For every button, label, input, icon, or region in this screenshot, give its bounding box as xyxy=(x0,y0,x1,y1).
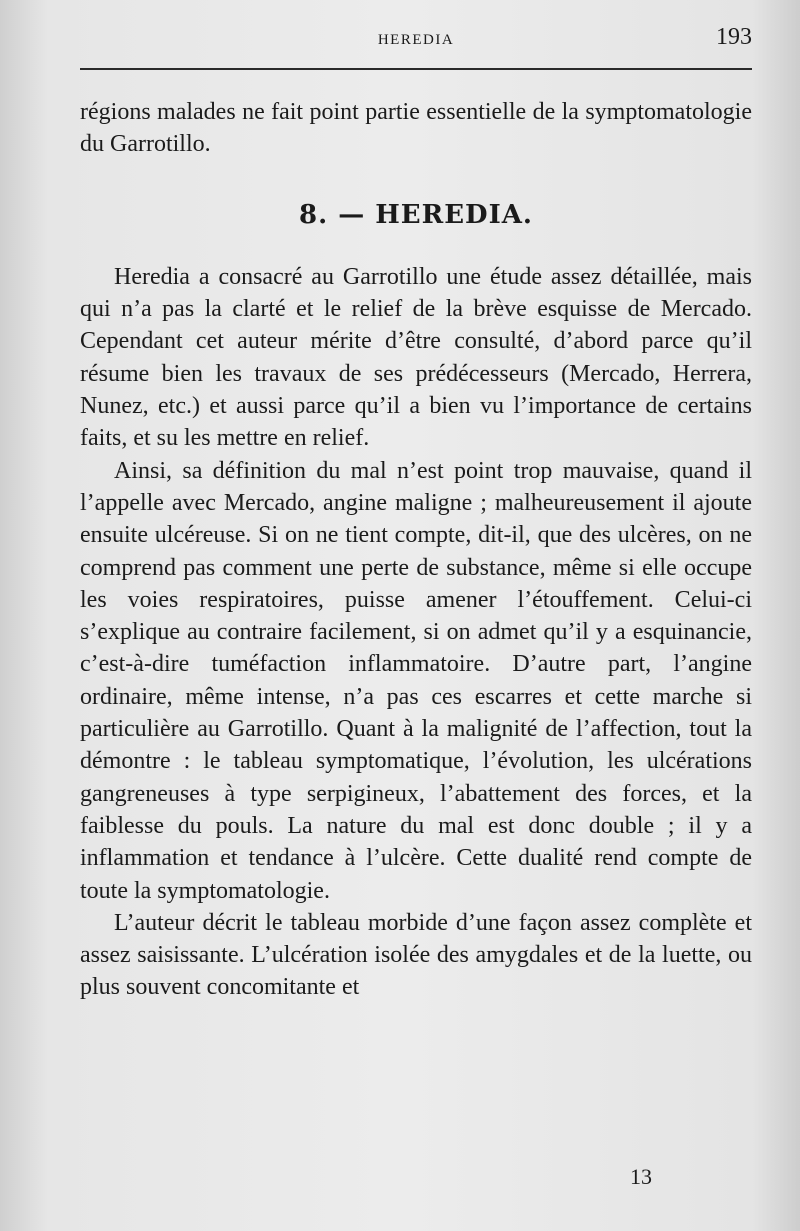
paragraph: Ainsi, sa définition du mal n’est point trop mauvaise, quand il l’appelle avec Mercado, angine maligne ; malheureusement il ajoute ensuite ulcéreuse. Si on ne tient compte, dit-il, que des ulcères, on ne comprend pas comment une perte de substance, même si elle occupe les voies respiratoires, puisse amener l’étouffement. Celui-ci s’explique au contraire facilement, si on admet qu’il y a esquinancie, c’est-à-dire tuméfaction inflammatoire. D’autre part, l’angine ordinaire, même intense, n’a pas ces escarres et cette marche si particulière au Garrotillo. Quant à la malignité de l’affection, tout la démontre : le tableau symptomatique, l’évolution, les ulcérations gangreneuses à type serpigineux, l’abattement des forces, et la faiblesse du pouls. La nature du mal est donc double ; il y a inflammation et tendance à l’ulcère. Cette dualité rend compte de toute la symptomatologie. xyxy=(80,457,752,904)
paragraph: L’auteur décrit le tableau morbide d’une façon assez complète et assez saisissante. L’ulcération isolée des amygdales et de la luette, ou plus souvent concomitante et xyxy=(80,909,752,1001)
paragraph: Heredia a consacré au Garrotillo une étude assez détaillée, mais qui n’a pas la clarté et le relief de la brève esquisse de Mercado. Cependant cet auteur mérite d’être consulté, d’abord parce qu’il résume bien les travaux de ses prédécesseurs (Mercado, Herrera, Nunez, etc.) et aussi parce qu’il a bien vu l’importance de certains faits, et su les mettre en relief. xyxy=(80,263,752,452)
page-number: 193 xyxy=(716,24,752,50)
continuation-paragraph: régions malades ne fait point partie essentielle de la symptomatologie du Garrotillo. xyxy=(80,99,752,158)
page-body xyxy=(80,96,752,1004)
signature-mark: 13 xyxy=(630,1164,652,1189)
running-head: HEREDIA xyxy=(377,32,455,48)
header-rule xyxy=(80,68,752,70)
section-title: 8. — HEREDIA. xyxy=(299,199,533,230)
page-header xyxy=(80,20,752,50)
